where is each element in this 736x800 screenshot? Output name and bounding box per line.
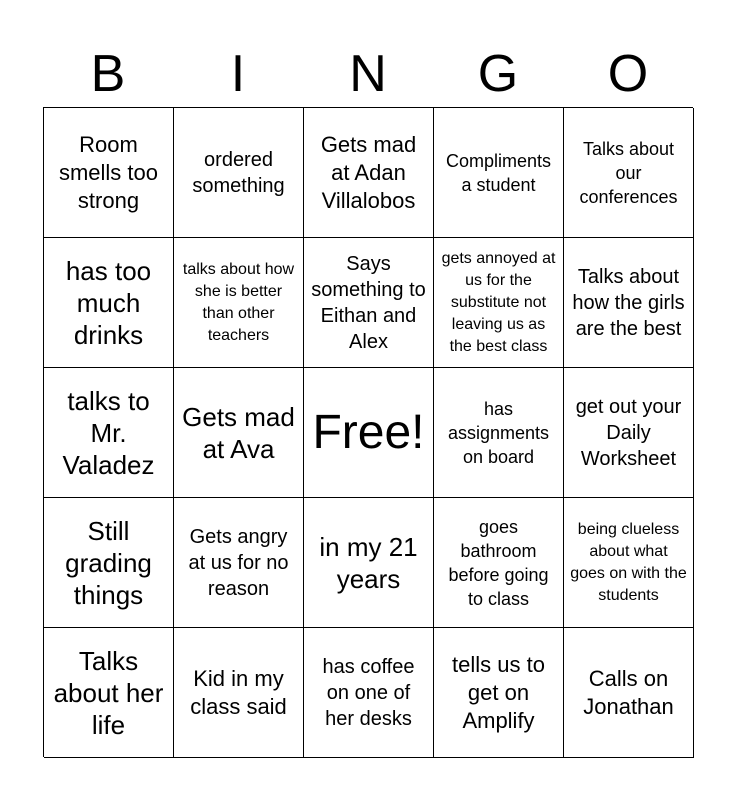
cell-text: Calls on Jonathan bbox=[583, 665, 674, 719]
bingo-header bbox=[43, 40, 693, 108]
cell-text: Gets mad at Adan Villalobos bbox=[320, 131, 417, 213]
bingo-cell[interactable] bbox=[44, 368, 174, 498]
cell-text: ordered something bbox=[192, 148, 285, 197]
cell-text: gets annoyed at us for the substitute not leaving us as the best class bbox=[441, 249, 556, 355]
cell-text: Room smells too strong bbox=[58, 131, 159, 213]
bingo-cell[interactable] bbox=[434, 498, 564, 628]
bingo-cell[interactable] bbox=[564, 498, 694, 628]
bingo-cell[interactable] bbox=[174, 498, 304, 628]
cell-text: get out your Daily Worksheet bbox=[575, 395, 682, 470]
bingo-cell[interactable] bbox=[434, 628, 564, 758]
cell-text: Free! bbox=[312, 405, 425, 459]
bingo-cell[interactable] bbox=[434, 108, 564, 238]
bingo-cell[interactable] bbox=[44, 108, 174, 238]
header-letter-b: B bbox=[90, 45, 126, 103]
cell-text: Kid in my class said bbox=[190, 665, 287, 719]
header-letter-i: I bbox=[230, 45, 246, 103]
cell-text: Says something to Eithan and Alex bbox=[311, 252, 426, 353]
cell-text: Compliments a student bbox=[445, 150, 552, 195]
header-letter-o: O bbox=[607, 45, 649, 103]
free-space-cell[interactable] bbox=[304, 368, 434, 498]
bingo-cell[interactable] bbox=[174, 628, 304, 758]
cell-text: has assignments on board bbox=[447, 398, 550, 467]
cell-text: Gets mad at Ava bbox=[182, 401, 295, 464]
cell-text: Talks about our conferences bbox=[579, 138, 678, 207]
bingo-cell[interactable] bbox=[434, 238, 564, 368]
bingo-cell[interactable] bbox=[564, 368, 694, 498]
cell-text: Talks about her life bbox=[53, 645, 164, 740]
cell-text: in my 21 years bbox=[319, 531, 418, 594]
bingo-cell[interactable] bbox=[44, 498, 174, 628]
bingo-cell[interactable] bbox=[174, 108, 304, 238]
cell-text: goes bathroom before going to class bbox=[448, 516, 549, 609]
bingo-cell[interactable] bbox=[44, 628, 174, 758]
bingo-cell[interactable] bbox=[564, 238, 694, 368]
cell-text: Gets angry at us for no reason bbox=[188, 525, 289, 600]
bingo-cell[interactable] bbox=[564, 108, 694, 238]
cell-text: being clueless about what goes on with the students bbox=[570, 520, 687, 604]
cell-text: tells us to get on Amplify bbox=[452, 651, 545, 733]
bingo-cell[interactable] bbox=[564, 628, 694, 758]
bingo-cell[interactable] bbox=[174, 368, 304, 498]
bingo-cell[interactable] bbox=[434, 368, 564, 498]
bingo-cell[interactable] bbox=[304, 628, 434, 758]
bingo-cell[interactable] bbox=[304, 498, 434, 628]
bingo-cell[interactable] bbox=[44, 238, 174, 368]
cell-text: Talks about how the girls are the best bbox=[572, 265, 685, 340]
cell-text: has too much drinks bbox=[65, 255, 152, 350]
bingo-cell[interactable] bbox=[304, 238, 434, 368]
bingo-cell[interactable] bbox=[304, 108, 434, 238]
cell-text: talks about how she is better than other teachers bbox=[182, 260, 295, 344]
bingo-cell[interactable] bbox=[174, 238, 304, 368]
cell-text: Still grading things bbox=[65, 515, 152, 610]
header-letter-g: G bbox=[477, 45, 519, 103]
cell-text: has coffee on one of her desks bbox=[322, 655, 415, 730]
header-letter-n: N bbox=[349, 45, 387, 103]
cell-text: talks to Mr. Valadez bbox=[62, 385, 155, 480]
bingo-board bbox=[43, 107, 693, 757]
